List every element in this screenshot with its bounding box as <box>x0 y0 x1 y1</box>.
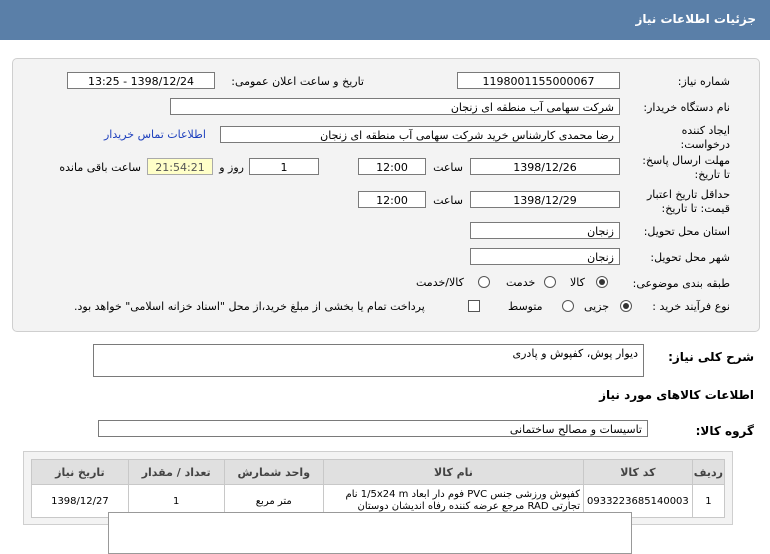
goods-group-field[interactable]: تاسیسات و مصالح ساختمانی <box>98 420 648 437</box>
validity-date-field[interactable]: 1398/12/29 <box>470 191 620 208</box>
buyer-notes-field[interactable] <box>108 512 632 554</box>
category-goods-service-label: کالا/خدمت <box>416 276 464 289</box>
col-header-code: کد کالا <box>583 460 692 485</box>
need-number-field[interactable]: 1198001155000067 <box>457 72 620 89</box>
category-goods-label: کالا <box>570 276 585 289</box>
cell-code: 0933223685140003 <box>583 485 692 518</box>
cell-qty: 1 <box>128 485 224 518</box>
col-header-date: تاریخ نیاز <box>32 460 129 485</box>
col-header-index: ردیف <box>692 460 724 485</box>
process-partial-label: جزیی <box>584 300 610 313</box>
title-bar <box>0 0 770 40</box>
treasury-payment-checkbox[interactable] <box>468 300 480 312</box>
col-header-name: نام کالا <box>323 460 583 485</box>
cell-index: 1 <box>692 485 724 518</box>
creator-label-line1: ایجاد کننده <box>681 124 730 137</box>
process-medium-radio[interactable] <box>562 300 574 312</box>
send-date-field[interactable]: 1398/12/26 <box>470 158 620 175</box>
col-header-qty: تعداد / مقدار <box>128 460 224 485</box>
summary-label: شرح کلی نیاز: <box>668 350 754 364</box>
cell-unit: متر مربع <box>224 485 323 518</box>
send-time-label: ساعت <box>433 161 463 174</box>
buyer-contact-link[interactable]: اطلاعات تماس خریدار <box>104 128 206 141</box>
goods-info-title: اطلاعات کالاهای مورد نیاز <box>599 388 754 402</box>
province-label: استان محل تحویل: <box>643 225 730 238</box>
send-deadline-label-line1: مهلت ارسال پاسخ: <box>642 154 730 167</box>
province-field[interactable]: زنجان <box>470 222 620 239</box>
need-number-label: شماره نیاز: <box>677 75 730 88</box>
remaining-hours-label: ساعت باقی مانده <box>59 161 141 174</box>
validity-label-line1: حداقل تاریخ اعتبار <box>646 188 730 201</box>
process-medium-label: متوسط <box>508 300 543 313</box>
send-time-field[interactable]: 12:00 <box>358 158 426 175</box>
category-service-radio[interactable] <box>544 276 556 288</box>
cell-date: 1398/12/27 <box>32 485 129 518</box>
category-goods-radio[interactable] <box>596 276 608 288</box>
goods-table <box>31 459 725 518</box>
city-field[interactable]: زنجان <box>470 248 620 265</box>
process-partial-radio[interactable] <box>620 300 632 312</box>
validity-time-field[interactable]: 12:00 <box>358 191 426 208</box>
summary-field[interactable]: دیوار پوش، کفپوش و پادری <box>93 344 644 377</box>
category-label: طبقه بندی موضوعی: <box>632 277 730 290</box>
announce-datetime-field[interactable]: 1398/12/24 - 13:25 <box>67 72 215 89</box>
goods-group-label: گروه کالا: <box>695 424 754 438</box>
countdown-timer: 21:54:21 <box>147 158 213 175</box>
col-header-unit: واحد شمارش <box>224 460 323 485</box>
buyer-org-label: نام دستگاه خریدار: <box>643 101 730 114</box>
days-remaining-field[interactable]: 1 <box>249 158 319 175</box>
buyer-org-field[interactable]: شرکت سهامی آب منطقه ای زنجان <box>170 98 620 115</box>
creator-field[interactable]: رضا محمدی کارشناس خرید شرکت سهامی آب منطقه ای زنجان <box>220 126 620 143</box>
process-type-label: نوع فرآیند خرید : <box>652 300 730 313</box>
announce-datetime-label: تاریخ و ساعت اعلان عمومی: <box>231 75 364 88</box>
days-label: روز و <box>219 161 244 174</box>
send-deadline-label-line2: تا تاریخ: <box>694 168 730 181</box>
category-goods-service-radio[interactable] <box>478 276 490 288</box>
creator-label-line2: درخواست: <box>680 138 730 151</box>
category-service-label: خدمت <box>506 276 536 289</box>
treasury-payment-note: پرداخت تمام یا بخشی از مبلغ خرید،از محل "اسناد خزانه اسلامی" خواهد بود. <box>74 300 425 313</box>
validity-label-line2: قیمت: تا تاریخ: <box>661 202 730 215</box>
page-title: جزئیات اطلاعات نیاز <box>635 12 756 26</box>
validity-time-label: ساعت <box>433 194 463 207</box>
cell-name: کفپوش ورزشی جنس PVC فوم دار ابعاد 1/5x24 m نام تجارتی RAD مرجع عرضه کننده رفاه اندیشان دوستان <box>323 485 583 518</box>
city-label: شهر محل تحویل: <box>650 251 730 264</box>
